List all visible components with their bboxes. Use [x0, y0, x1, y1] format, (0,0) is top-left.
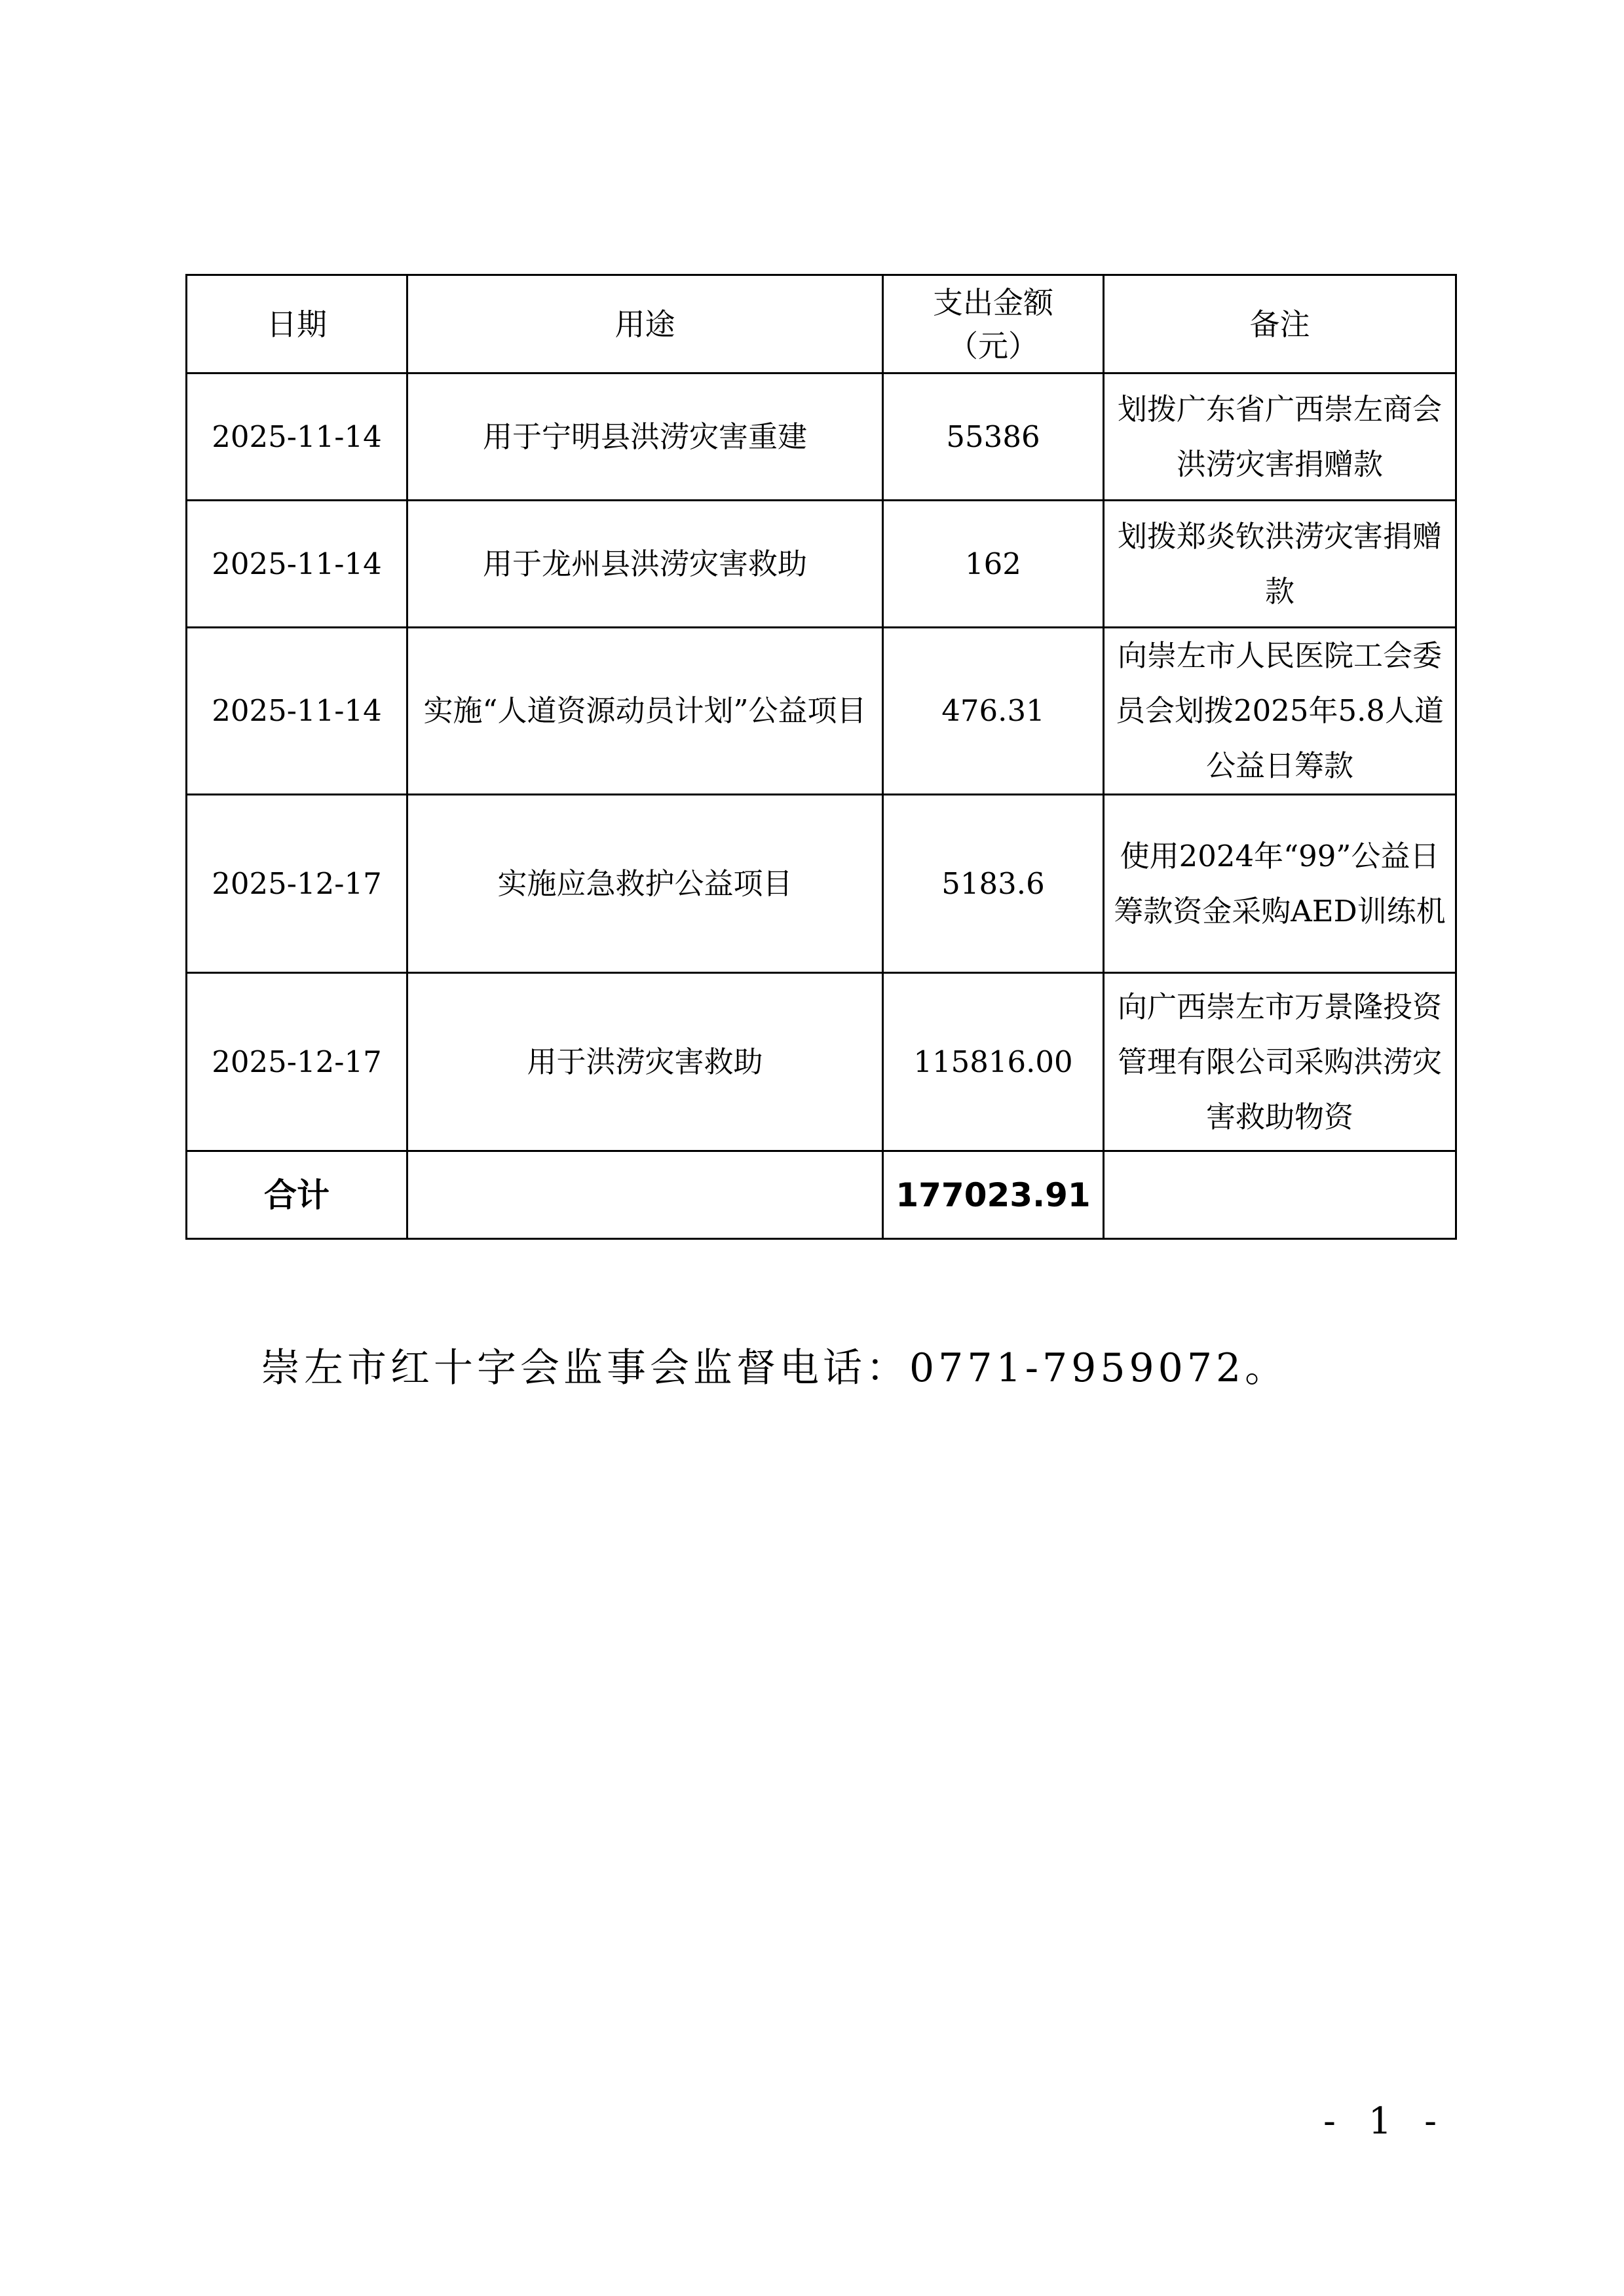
header-date: 日期 — [187, 275, 407, 373]
cell-amount: 5183.6 — [883, 795, 1104, 973]
table-row — [187, 795, 1456, 973]
cell-note: 划拨广东省广西崇左商会洪涝灾害捐赠款 — [1104, 373, 1456, 501]
cell-note: 向崇左市人民医院工会委员会划拨2025年5.8人道公益日筹款 — [1104, 628, 1456, 795]
header-amount — [883, 275, 1104, 373]
expense-table — [185, 274, 1457, 1240]
supervision-phone-line: 崇左市红十字会监事会监督电话：0771-7959072。 — [261, 1345, 1289, 1391]
header-note: 备注 — [1104, 275, 1456, 373]
header-purpose: 用途 — [407, 275, 883, 373]
table-row — [187, 973, 1456, 1151]
table-row — [187, 628, 1456, 795]
cell-date: 2025-11-14 — [187, 628, 407, 795]
cell-date: 2025-12-17 — [187, 973, 407, 1151]
cell-purpose: 用于宁明县洪涝灾害重建 — [407, 373, 883, 501]
cell-date: 2025-11-14 — [187, 373, 407, 501]
cell-amount: 476.31 — [883, 628, 1104, 795]
cell-date: 2025-12-17 — [187, 795, 407, 973]
page-number: - 1 - — [1323, 2100, 1448, 2143]
cell-note: 向广西崇左市万景隆投资管理有限公司采购洪涝灾害救助物资 — [1104, 973, 1456, 1151]
cell-purpose: 实施应急救护公益项目 — [407, 795, 883, 973]
cell-date: 2025-11-14 — [187, 501, 407, 628]
table-row — [187, 501, 1456, 628]
cell-note: 使用2024年“99”公益日筹款资金采购AED训练机 — [1104, 795, 1456, 973]
total-row — [187, 1151, 1456, 1239]
cell-amount: 115816.00 — [883, 973, 1104, 1151]
total-label: 合计 — [187, 1151, 407, 1239]
cell-purpose: 实施“人道资源动员计划”公益项目 — [407, 628, 883, 795]
table-header-row — [187, 275, 1456, 373]
cell-purpose: 用于洪涝灾害救助 — [407, 973, 883, 1151]
cell-purpose: 用于龙州县洪涝灾害救助 — [407, 501, 883, 628]
total-purpose — [407, 1151, 883, 1239]
header-amount-line2: （元） — [948, 328, 1038, 364]
total-note — [1104, 1151, 1456, 1239]
cell-note: 划拨郑炎钦洪涝灾害捐赠款 — [1104, 501, 1456, 628]
total-amount: 177023.91 — [883, 1151, 1104, 1239]
header-amount-line1: 支出金额 — [933, 284, 1053, 320]
table-row — [187, 373, 1456, 501]
cell-amount: 162 — [883, 501, 1104, 628]
cell-amount: 55386 — [883, 373, 1104, 501]
